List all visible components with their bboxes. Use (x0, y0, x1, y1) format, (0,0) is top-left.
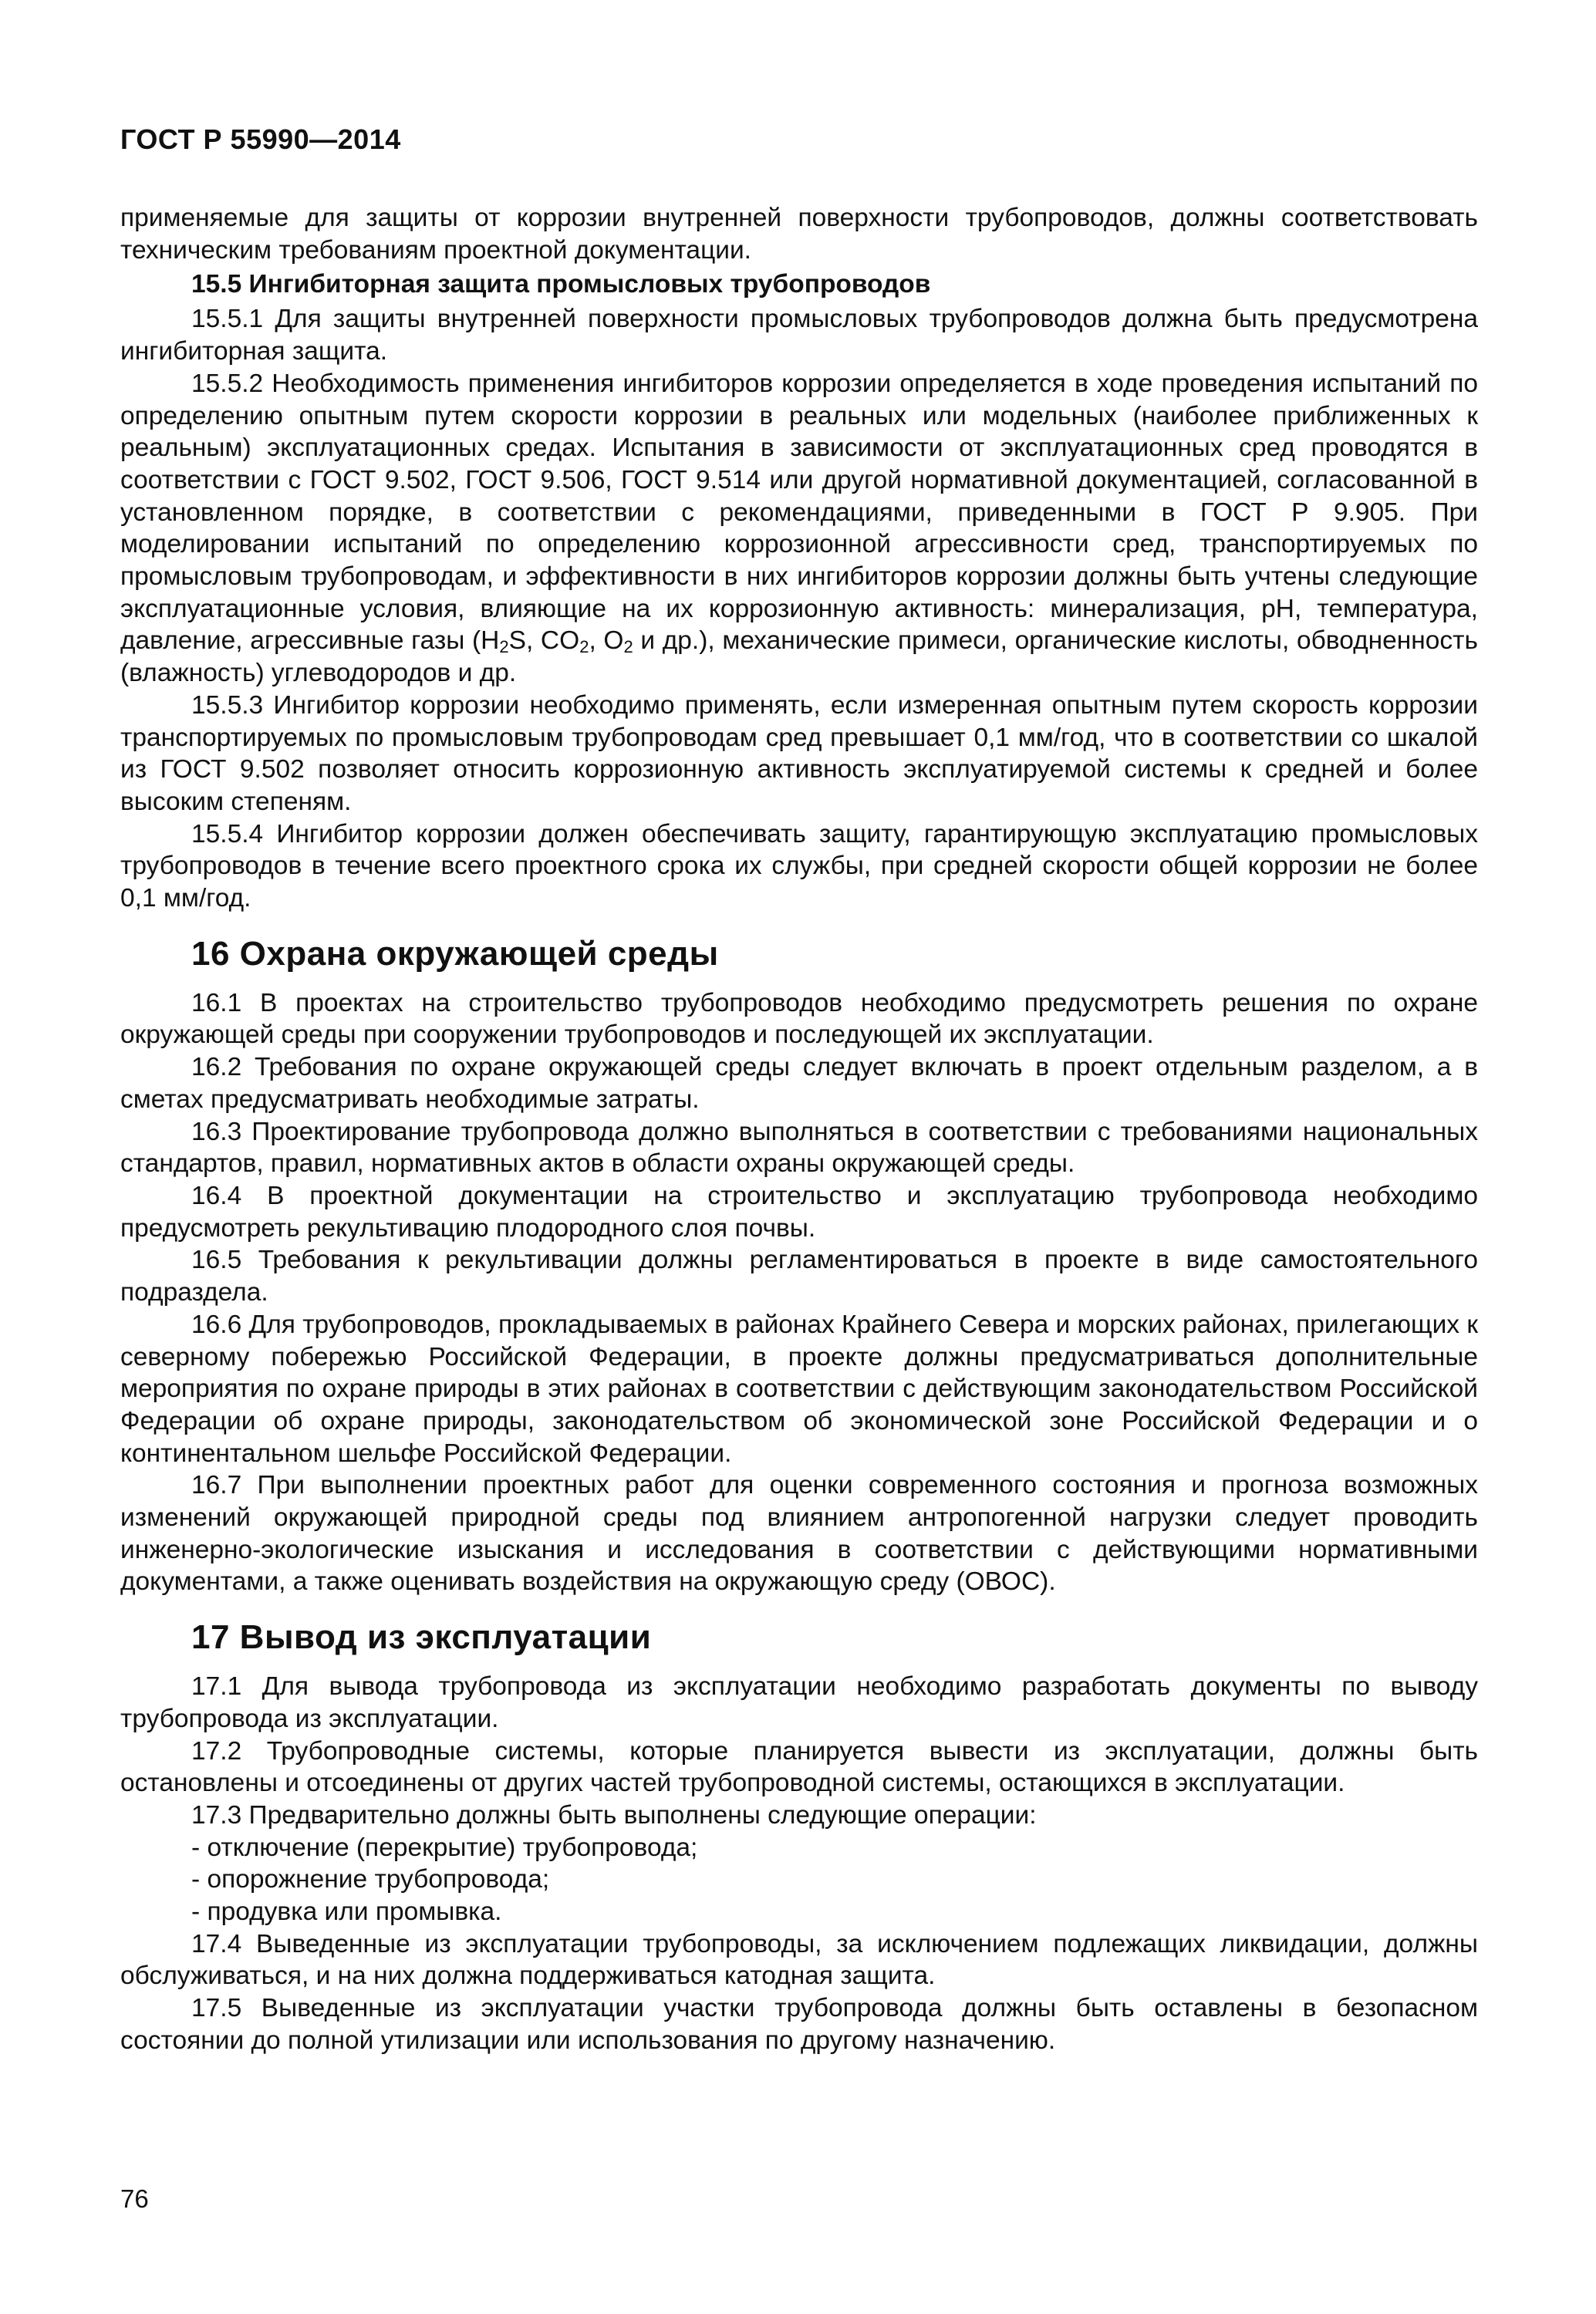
subscript: 2 (499, 637, 509, 657)
page-content (120, 202, 1478, 2057)
running-header: ГОСТ Р 55990—2014 (120, 123, 401, 155)
page-number: 76 (120, 2184, 149, 2213)
paragraph-17-5: 17.5 Выведенные из эксплуатации участки трубопровода должны быть оставлены в безопасном состоянии до полной утилизации или использования по другому назначению. (120, 1994, 1478, 2055)
paragraph-17-3: 17.3 Предварительно должны быть выполнены следующие операции: (191, 1800, 1037, 1830)
list-item: - отключение (перекрытие) трубопровода; (191, 1833, 698, 1862)
paragraph-16-2: 16.2 Требования по охране окружающей среды следует включать в проект отдельным разделом, а в сметах предусматривать необходимые затраты. (120, 1053, 1478, 1114)
paragraph-15-5-1: 15.5.1 Для защиты внутренней поверхности промысловых трубопроводов должна быть предусмотрена ингибиторная защита. (120, 305, 1478, 366)
paragraph-17-1: 17.1 Для вывода трубопровода из эксплуатации необходимо разработать документы по выводу трубопровода из эксплуатации. (120, 1672, 1478, 1733)
subscript: 2 (579, 637, 589, 657)
paragraph-16-3: 16.3 Проектирование трубопровода должно выполняться в соответствии с требованиями национальных стандартов, правил, нормативных актов в области охраны окружающей среды. (120, 1117, 1478, 1179)
list-item: - продувка или промывка. (191, 1897, 502, 1927)
paragraph-17-4: 17.4 Выведенные из эксплуатации трубопроводы, за исключением подлежащих ликвидации, должны обслуживаться, и на них должна поддерживаться катодная защита. (120, 1929, 1478, 1991)
paragraph-continuation: применяемые для защиты от коррозии внутренней поверхности трубопроводов, должны соответствовать техническим требованиям проектной документации. (120, 204, 1478, 265)
paragraph-16-5: 16.5 Требования к рекультивации должны регламентироваться в проекте в виде самостоятельного подраздела. (120, 1246, 1478, 1307)
paragraph-17-2: 17.2 Трубопроводные системы, которые планируется вывести из эксплуатации, должны быть остановлены и отсоединены от других частей трубопроводной системы, остающихся в эксплуатации. (120, 1736, 1478, 1798)
text-run: S, CO (508, 626, 580, 656)
subscript: 2 (623, 637, 633, 657)
paragraph-16-6: 16.6 Для трубопроводов, прокладываемых в районах Крайнего Севера и морских районах, прилегающих к северному побережью Российской Федерации, в проекте должны предусматриваться дополнительные мероприятия по охране природы в этих районах в соответствии с действующим законодательством Российской Федерации об охране природы, законодательством об экономической зоне Российской Федерации и о континентальном шельфе Российской Федерации. (120, 1310, 1478, 1468)
text-run: 15.5.2 Необходимость применения ингибиторов коррозии определяется в ходе проведения испытаний по определению опытным путем скорости коррозии в реальных или модельных (наиболее приближенных к реальным) эксплуатационных средах. Испытания в зависимости от эксплуатационных сред проводятся в соответствии с ГОСТ 9.502, ГОСТ 9.506, ГОСТ 9.514 или другой нормативной документацией, согласованной в установленном порядке, в соответствии с рекомендациями, приведенными в ГОСТ Р 9.905. При моделировании испытаний по определению коррозионной агрессивности сред, транспортируемых по промысловым трубопроводам, и эффективности в них ингибиторов коррозии должны быть учтены следующие эксплуатационные условия, влияющие на их коррозионную активность: минерализация, pH, температура, давление, агрессивные газы (H (120, 369, 1478, 656)
paragraph-15-5-2 (120, 368, 1478, 690)
text-run: , O (589, 626, 624, 656)
paragraph-16-1: 16.1 В проектах на строительство трубопроводов необходимо предусмотреть решения по охране окружающей среды при сооружении трубопроводов и последующей их эксплуатации. (120, 988, 1478, 1050)
paragraph-15-5-4: 15.5.4 Ингибитор коррозии должен обеспечивать защиту, гарантирующую эксплуатацию промысловых трубопроводов в течение всего проектного срока их службы, при средней скорости общей коррозии не более 0,1 мм/год. (120, 819, 1478, 913)
section-heading-17: 17 Вывод из эксплуатации (191, 1618, 652, 1657)
section-heading-16: 16 Охрана окружающей среды (191, 934, 719, 973)
paragraph-16-4: 16.4 В проектной документации на строительство и эксплуатацию трубопровода необходимо предусмотреть рекультивацию плодородного слоя почвы. (120, 1181, 1478, 1243)
paragraph-16-7: 16.7 При выполнении проектных работ для оценки современного состояния и прогноза возможных изменений окружающей природной среды под влиянием антропогенной нагрузки следует проводить инженерно-экологические изыскания и исследования в соответствии с действующими нормативными документами, а также оценивать воздействия на окружающую среду (ОВОС). (120, 1471, 1478, 1597)
text-run: и др.), механические примеси, органические кислоты, обводненность (влажность) углеводородов и др. (120, 626, 1478, 688)
subsection-heading-15-5: 15.5 Ингибиторная защита промысловых трубопроводов (191, 270, 931, 299)
paragraph-15-5-3: 15.5.3 Ингибитор коррозии необходимо применять, если измеренная опытным путем скорость коррозии транспортируемых по промысловым трубопроводам сред превышает 0,1 мм/год, что в соответствии со шкалой из ГОСТ 9.502 позволяет относить коррозионную активность эксплуатируемой системы к средней и более высоким степеням. (120, 690, 1478, 816)
list-item: - опорожнение трубопровода; (191, 1865, 550, 1894)
